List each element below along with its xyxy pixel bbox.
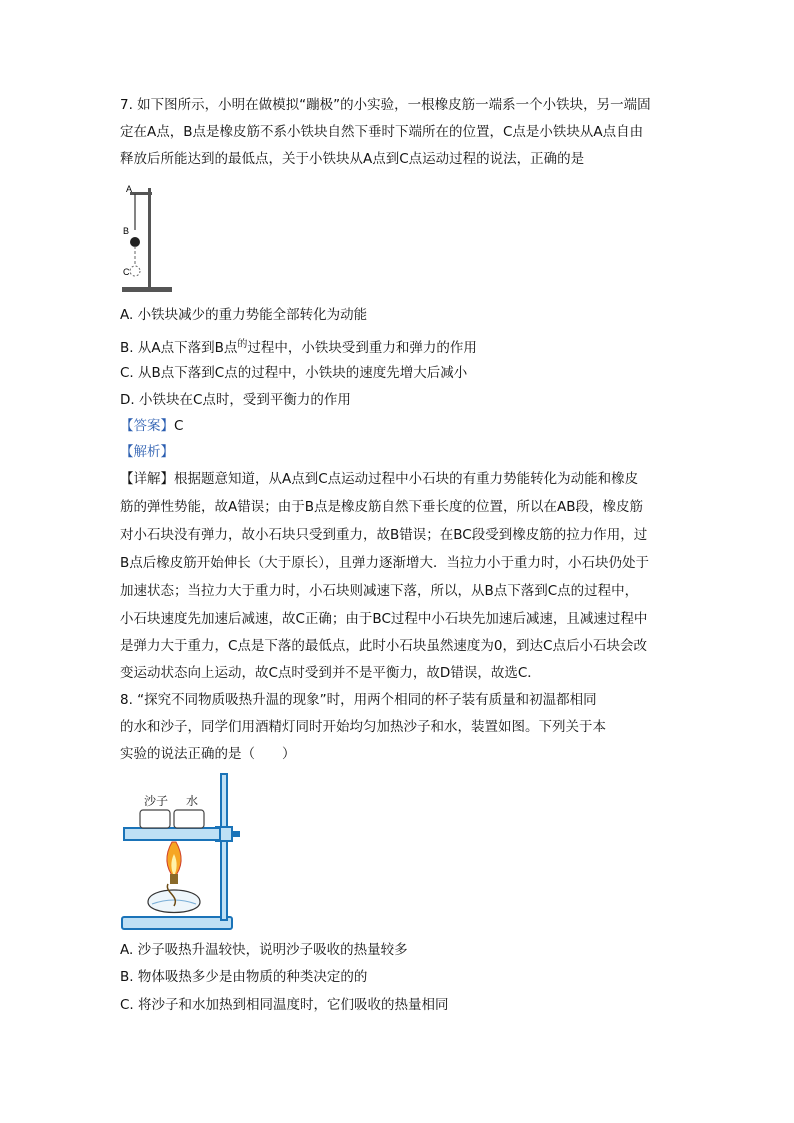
q7-stem-line-3: 释放后所能达到的最低点，关于小铁块从A点到C点运动过程的说法，正确的是: [120, 151, 585, 167]
detail-line-4: B点后橡皮筋开始伸长（大于原长），且弹力逐渐增大．当拉力小于重力时，小石块仍处于: [120, 555, 650, 571]
water-cup: [174, 810, 204, 828]
detail-line-5: 加速状态；当拉力大于重力时，小石块则减速下落，所以，从B点下落到C点的过程中，: [120, 583, 639, 599]
stand-arm: [130, 192, 152, 195]
stand-base: [122, 287, 172, 292]
q8-option-b: B. 物体吸热多少是由物质的种类决定的的: [120, 969, 368, 985]
label-water: 水: [186, 794, 199, 808]
answer-label: 【答案】: [120, 418, 174, 434]
q7-option-b-post: 过程中，小铁块受到重力和弹力的作用: [247, 340, 477, 356]
label-c: C: [123, 267, 130, 277]
q8-stem-line-2: 的水和沙子，同学们用酒精灯同时开始均匀加热沙子和水，装置如图。下列关于本: [120, 719, 606, 735]
detail-line-2: 筋的弹性势能，故A错误；由于B点是橡皮筋自然下垂长度的位置，所以在AB段，橡皮筋: [120, 499, 643, 515]
detail-line-3: 对小石块没有弹力，故小石块只受到重力，故B错误；在BC段受到橡皮筋的拉力作用，过: [120, 527, 648, 543]
clamp-screw: [232, 831, 240, 837]
q7-bungee-figure: [120, 180, 180, 295]
q7-option-b-pre: B. 从A点下落到B点: [120, 340, 238, 356]
label-a: A: [126, 184, 133, 194]
q8-stem-line-3: 实验的说法正确的是（ ）: [120, 746, 296, 762]
iron-block: [130, 237, 140, 247]
tray: [124, 828, 220, 840]
wick-holder: [170, 874, 178, 884]
q7-option-d: D. 小铁块在C点时，受到平衡力的作用: [120, 392, 351, 408]
q7-option-b-sup: 的: [237, 339, 248, 350]
stand-base: [122, 917, 232, 929]
alcohol-lamp: [148, 890, 200, 913]
q8-option-a: A. 沙子吸热升温较快，说明沙子吸收的热量较多: [120, 942, 408, 958]
q8-option-c: C. 将沙子和水加热到相同温度时，它们吸收的热量相同: [120, 997, 449, 1013]
stand-pole: [221, 774, 227, 920]
q7-option-a: A. 小铁块减少的重力势能全部转化为动能: [120, 307, 368, 323]
detail-line-6: 小石块速度先加速后减速，故C正确；由于BC过程中小石块先加速后减速，且减速过程中: [120, 611, 648, 627]
analysis-label: 【解析】: [120, 444, 174, 460]
detail-line-7: 是弹力大于重力，C点是下落的最低点，此时小石块虽然速度为0，到达C点后小石块会改: [120, 638, 647, 654]
q8-heating-figure: [118, 772, 248, 937]
detail-label: 【详解】: [120, 471, 174, 487]
q7-stem-line-1: 7. 如下图所示，小明在做模拟“蹦极”的小实验，一根橡皮筋一端系一个小铁块，另一端固: [120, 97, 651, 113]
label-b: B: [123, 226, 130, 236]
dashed-block-c: [130, 266, 140, 276]
q8-stem-line-1: 8. “探究不同物质吸热升温的现象”时，用两个相同的杯子装有质量和初温都相同: [120, 692, 597, 708]
q7-stem-line-2: 定在A点，B点是橡皮筋不系小铁块自然下垂时下端所在的位置，C点是小铁块从A点自由: [120, 124, 644, 140]
label-sand: 沙子: [144, 794, 169, 808]
detail-line-1: [120, 469, 638, 489]
q7-answer: [120, 416, 183, 436]
answer-value: C: [174, 418, 184, 434]
detail-text-1: 根据题意知道，从A点到C点运动过程中小石块的有重力势能转化为动能和橡皮: [174, 471, 639, 487]
sand-cup: [140, 810, 170, 828]
q7-option-c: C. 从B点下落到C点的过程中，小铁块的速度先增大后减小: [120, 365, 468, 381]
q7-option-b: [120, 338, 477, 360]
stand-pole: [148, 188, 151, 288]
detail-line-8: 变运动状态向上运动，故C点时受到并不是平衡力，故D错误，故选C．: [120, 665, 541, 681]
